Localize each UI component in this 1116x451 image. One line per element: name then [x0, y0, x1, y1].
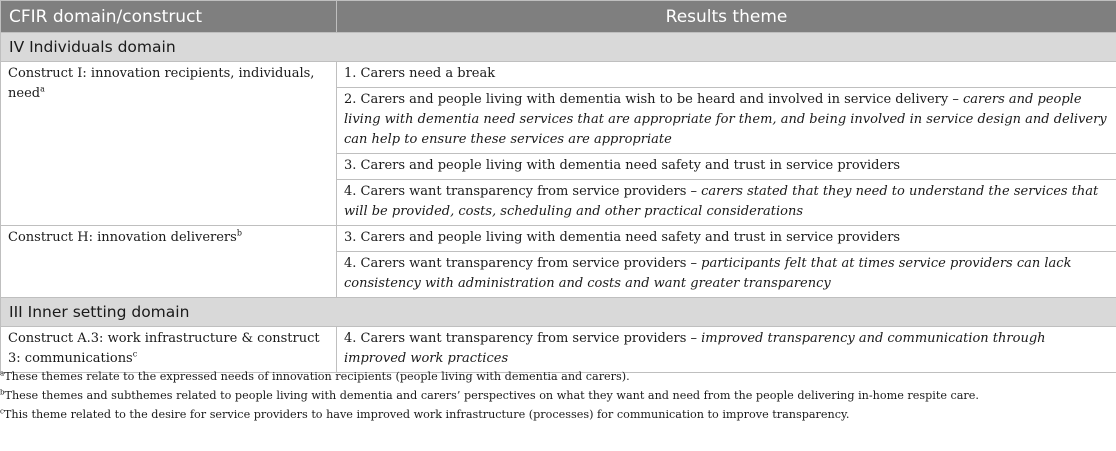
- theme-cell: [337, 180, 1116, 226]
- theme-main: 4. Carers want transparency from service providers –: [344, 256, 702, 271]
- footnote-mark: a: [0, 369, 5, 378]
- table-row: [1, 62, 1116, 88]
- table-row: [1, 226, 1116, 252]
- header-cfir-construct: CFIR domain/construct: [1, 1, 337, 33]
- theme-detail: carers stated that they need to understand the services that will be provided, costs, scheduling and other practical considerations: [344, 184, 1099, 219]
- section-row: [1, 33, 1116, 62]
- theme-detail: participants felt that at times service providers can lack consistency with administration and costs and want greater transparency: [344, 256, 1072, 291]
- footnote-c: [0, 405, 1116, 424]
- theme-cell: [337, 88, 1116, 154]
- section-row: [1, 298, 1116, 327]
- footnote-mark: a: [40, 84, 45, 94]
- footnote-mark: b: [0, 388, 5, 397]
- header-results-theme: Results theme: [337, 1, 1116, 33]
- footnote-mark: b: [236, 228, 242, 238]
- table-row: [1, 327, 1116, 373]
- footnote-a: [0, 367, 1116, 386]
- footnotes: [0, 367, 1116, 424]
- footnote-text: These themes and subthemes related to people living with dementia and carers’ perspectives on what they want and need from the people delivering in-home respite care.: [4, 389, 979, 402]
- footnote-text: This theme related to the desire for service providers to have improved work infrastructure (processes) for communication to improve transparency.: [3, 408, 850, 421]
- theme-detail: improved transparency and communication through improved work practices: [344, 331, 1046, 366]
- footnote-mark: c: [132, 349, 138, 359]
- theme-main: 4. Carers want transparency from service providers –: [344, 331, 702, 346]
- theme-cell: [337, 226, 1116, 252]
- table-header-row: [1, 1, 1116, 33]
- footnote-text: These themes relate to the expressed needs of innovation recipients (people living with dementia and carers).: [4, 370, 630, 383]
- theme-main: 2. Carers and people living with dementia wish to be heard and involved in service delivery –: [344, 92, 963, 107]
- construct-label: Construct I: innovation recipients, individuals, need: [8, 66, 315, 101]
- construct-cell: [1, 62, 337, 226]
- construct-cell: [1, 327, 337, 373]
- theme-cell: [337, 154, 1116, 180]
- theme-main: 3. Carers and people living with dementia need safety and trust in service providers: [344, 158, 901, 173]
- theme-main: 3. Carers and people living with dementia need safety and trust in service providers: [344, 230, 901, 245]
- section-title-inner-setting: III Inner setting domain: [1, 298, 1116, 327]
- theme-main: 4. Carers want transparency from service providers –: [344, 184, 702, 199]
- theme-cell: [337, 252, 1116, 298]
- theme-detail: carers and people living with dementia need services that are appropriate for them, and being involved in service design and delivery can help to ensure these services are appropriate: [344, 92, 1107, 147]
- construct-label: Construct H: innovation deliverers: [8, 230, 237, 245]
- theme-cell: [337, 327, 1116, 373]
- footnote-b: [0, 386, 1116, 405]
- theme-main: 1. Carers need a break: [344, 66, 496, 81]
- construct-cell: [1, 226, 337, 298]
- theme-cell: [337, 62, 1116, 88]
- section-title-individuals: IV Individuals domain: [1, 33, 1116, 62]
- construct-label: Construct A.3: work infrastructure & construct 3: communications: [8, 331, 320, 366]
- footnote-mark: c: [0, 407, 4, 416]
